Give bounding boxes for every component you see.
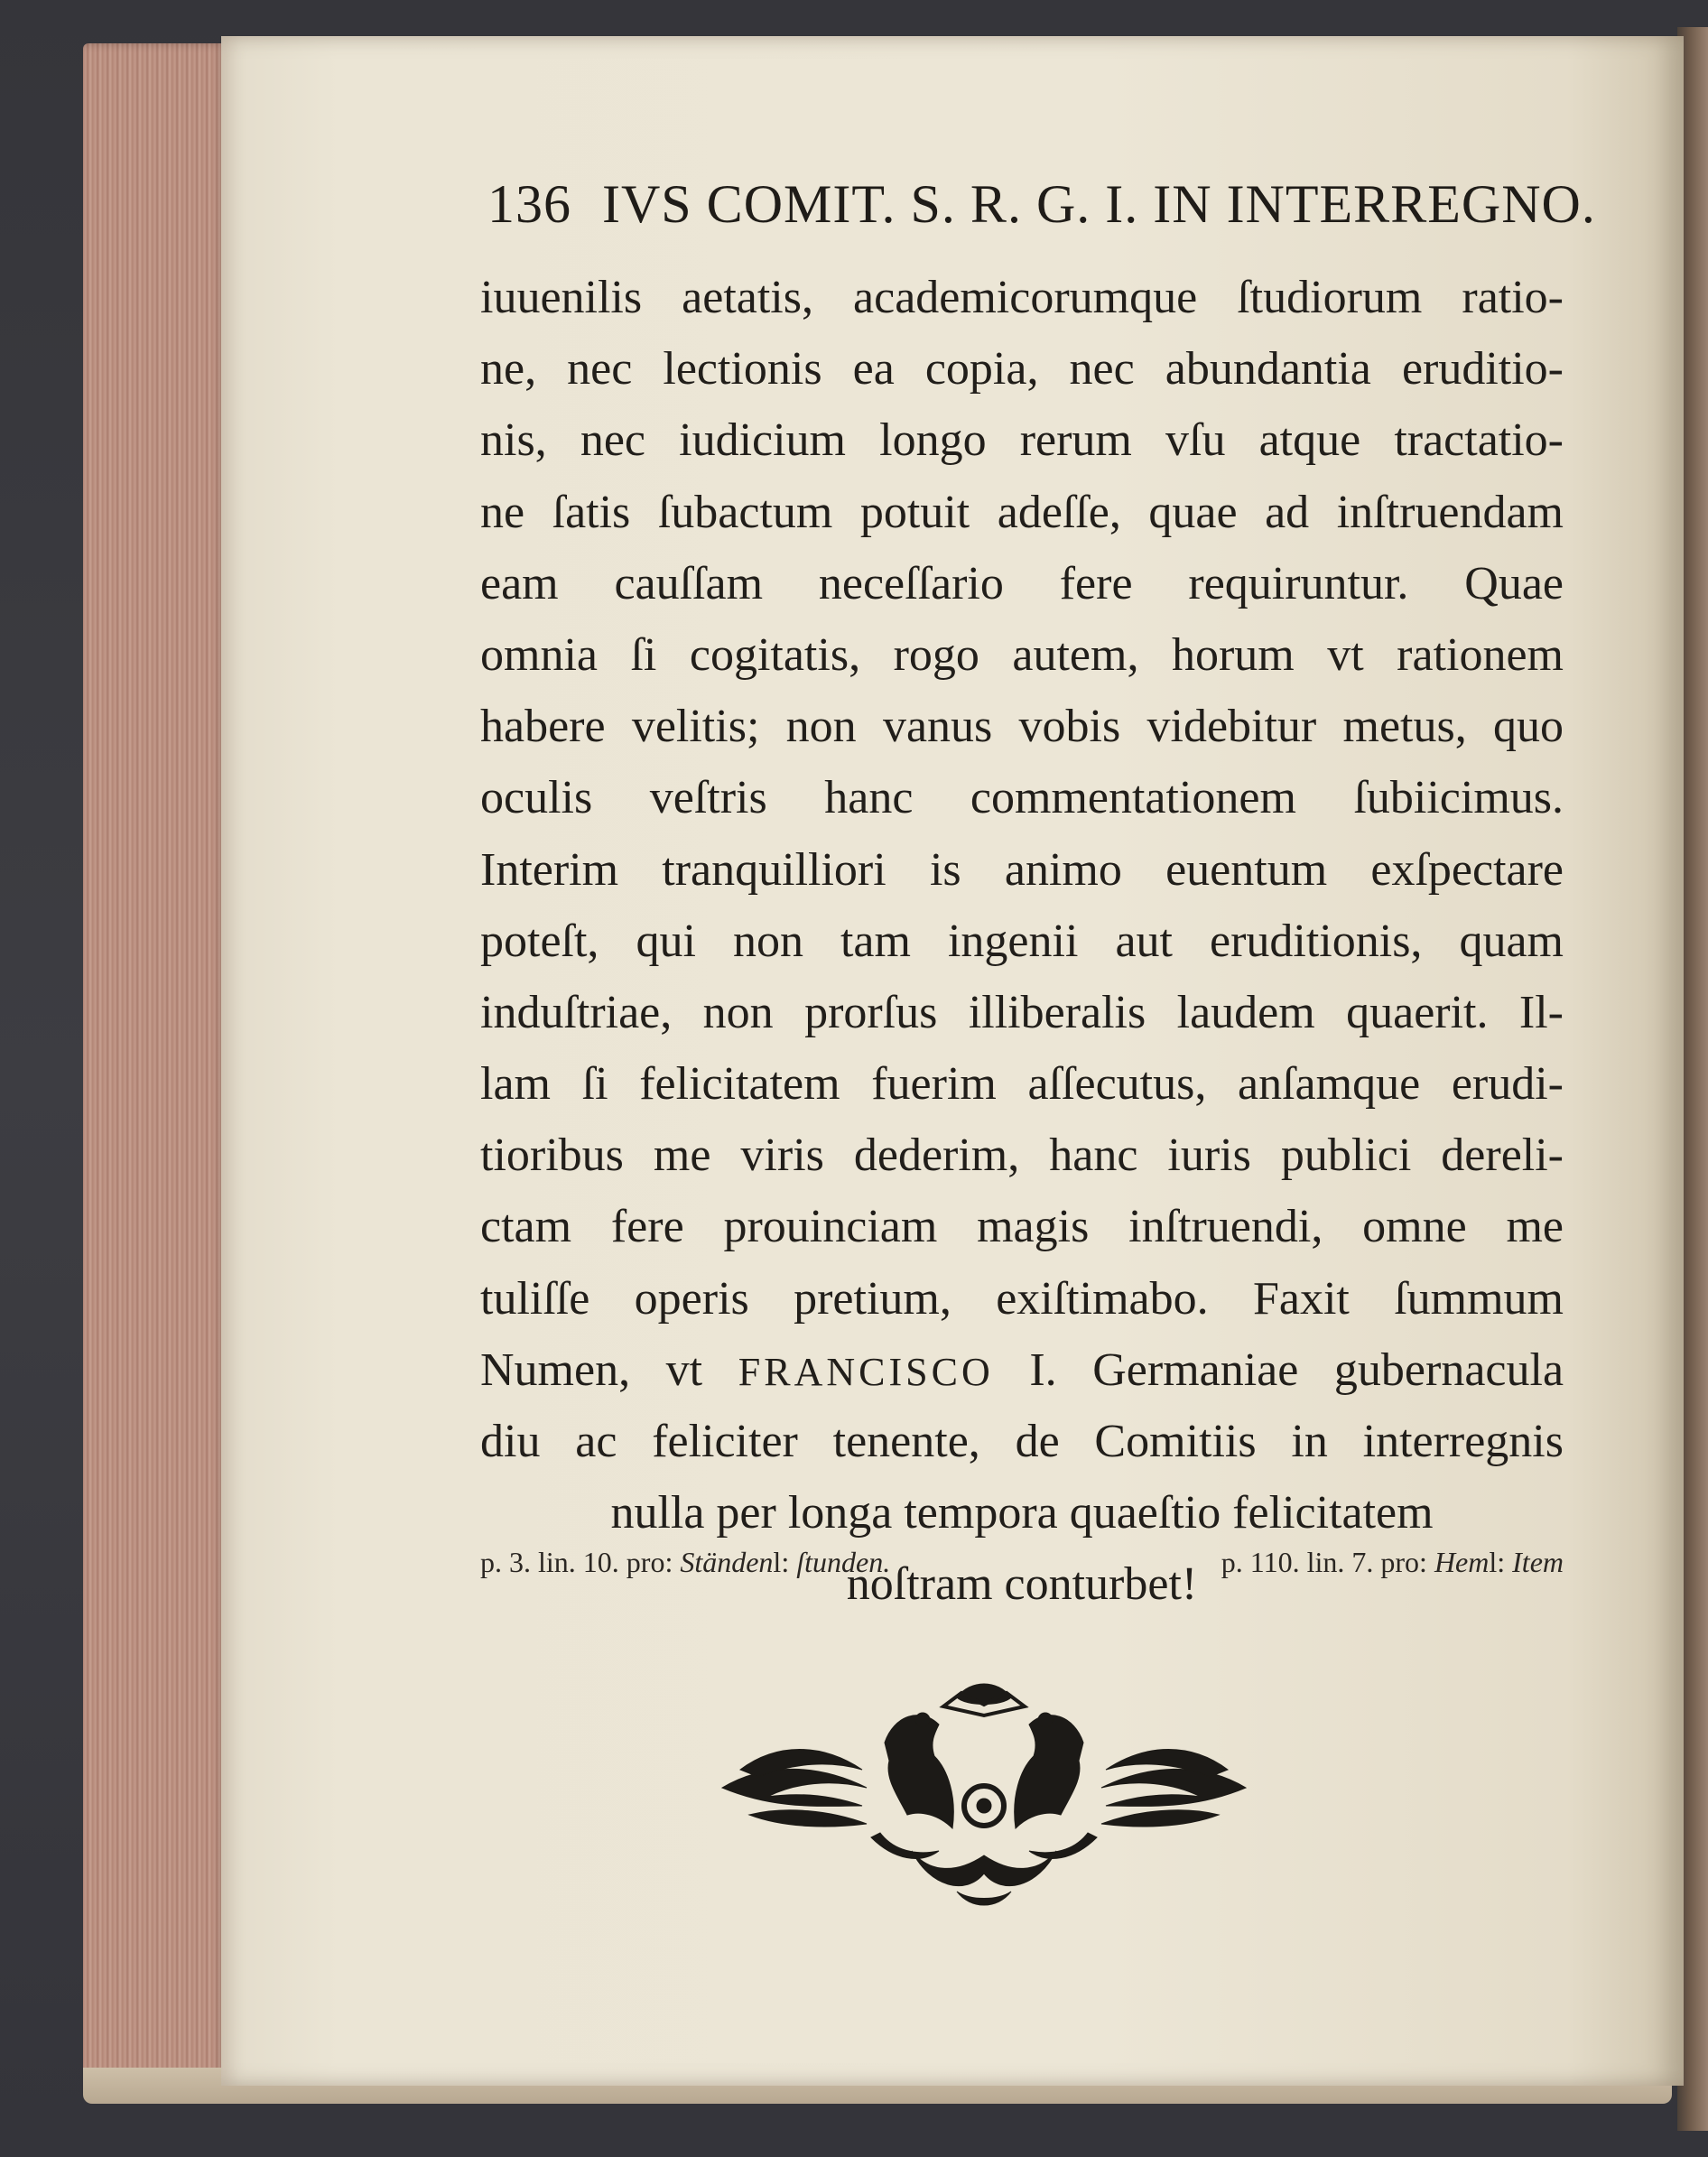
text-line: nis, nec iudicium longo rerum vſu atque tractatio- [480,414,1564,467]
errata-correct: Item [1512,1546,1564,1578]
eagle-tailpiece-ornament-icon [713,1679,1255,1914]
running-head [487,173,1596,236]
errata-left [480,1546,890,1579]
text-line [480,1334,1564,1406]
text-line: iuuenilis aetatis, academicorumque ſtudiorum ratio- [480,272,1564,323]
text-line: poteſt, qui non tam ingenii aut eruditionis, quam [480,915,1564,967]
errata-wrong: Hem [1434,1546,1490,1578]
text-line: habere velitis; non vanus vobis videbitur metus, quo [480,701,1564,753]
text-fragment: Numen, vt [480,1343,703,1396]
text-line: diu ac feliciter tenente, de Comitiis in interregnis [480,1416,1564,1467]
text-line-centered: noſtram conturbet! [846,1558,1198,1611]
text-line: omnia ſi cogitatis, rogo autem, horum vt rationem [480,628,1564,681]
page-number: 136 [487,174,571,234]
running-title: IVS COMIT. S. R. G. I. IN INTERREGNO. [602,174,1596,234]
errata-right [1221,1546,1564,1579]
text-line: ne ſatis ſubactum potuit adeſſe, quae ad inſtruendam [480,486,1564,538]
book-fore-edge [83,43,227,2084]
name-smallcaps: FRANCISCO [738,1349,994,1394]
text-line: tuliſſe operis pretium, exiſtimabo. Faxit ſummum [480,1272,1564,1325]
text-line: ne, nec lectionis ea copia, nec abundantia eruditio- [480,343,1564,395]
errata-ref: p. 3. lin. 10. pro: [480,1546,673,1578]
text-line: induſtriae, non prorſus illiberalis laudem quaerit. Il- [480,986,1564,1038]
errata-wrong: Ständen [680,1546,774,1578]
text-fragment: I. Germaniae gubernacula [1029,1343,1564,1396]
text-line: Interim tranquilliori is animo euentum exſpectare [480,843,1564,896]
body-text [480,262,1564,1621]
text-line: eam cauſſam neceſſario fere requiruntur. Quae [480,557,1564,609]
text-line: oculis veſtris hanc commentationem ſubiicimus. [480,772,1564,824]
text-line-centered: nulla per longa tempora quaeſtio felicitatem [610,1487,1434,1539]
errata-note [480,1546,1564,1579]
errata-sep: l: [773,1546,790,1578]
text-line: lam ſi felicitatem fuerim aſſecutus, anſamque erudi- [480,1058,1564,1111]
errata-correct: ſtunden. [796,1546,891,1578]
text-line: ctam fere prouinciam magis inſtruendi, omne me [480,1201,1564,1253]
errata-sep: l: [1489,1546,1506,1578]
text-line: tioribus me viris dederim, hanc iuris publici dereli- [480,1130,1564,1182]
errata-ref: p. 110. lin. 7. pro: [1221,1546,1427,1578]
